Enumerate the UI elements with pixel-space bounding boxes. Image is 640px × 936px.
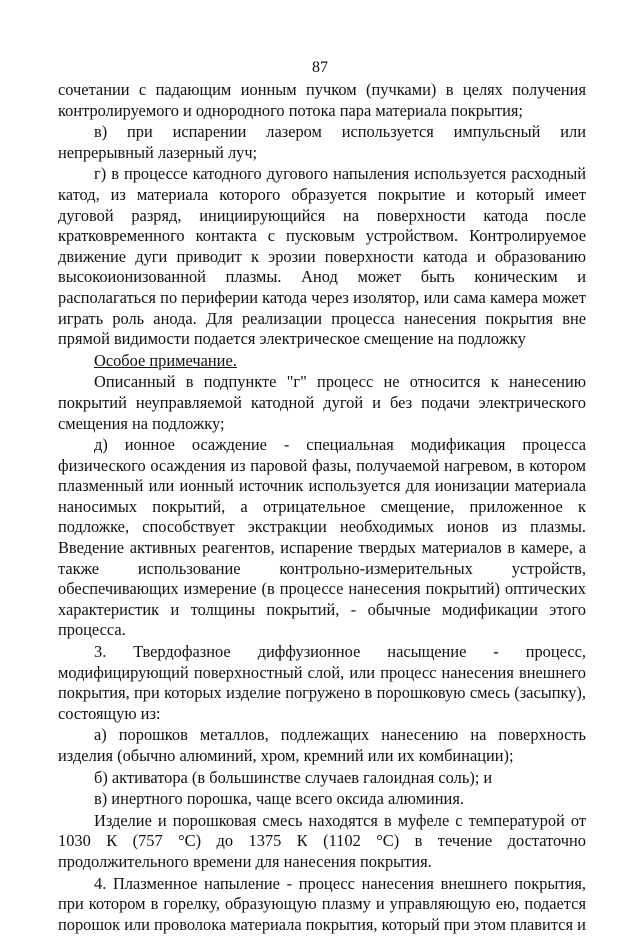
special-note-heading (58, 351, 586, 372)
paragraph-item-v-laser: в) при испарении лазером используется импульсный или непрерывный лазерный луч; (58, 122, 586, 162)
paragraph-special-note: Описанный в подпункте "г" процесс не относится к нанесению покрытий неуправляемой катодной дугой и без подачи электрического смещения на подложку; (58, 372, 586, 433)
page-number: 87 (312, 59, 328, 76)
paragraph-sub-b: б) активатора (в большинстве случаев галоидная соль); и (94, 767, 493, 787)
paragraph-sub-v: в) инертного порошка, чаще всего оксида алюминия. (94, 789, 464, 809)
paragraph-item-g-cathodic-arc: г) в процессе катодного дугового напыления используется расходный катод, из материала которого образуется покрытие и который имеет дуговой разряд, инициирующийся на поверхности катода после кратковременного контакта с пусковым устройством. Контролируемое движение дуги приводит к эрозии поверхности катода и образованию высокоионизованной плазмы. Анод может быть коническим и располагаться по периферии катода через изолятор, или сама камера может играть роль анода. Для реализации процесса нанесения покрытия вне прямой видимости подается электрическое смещение на подложку (58, 164, 586, 349)
special-note-heading-text: Особое примечание. (94, 350, 237, 370)
paragraph-retort-temperature: Изделие и порошковая смесь находятся в муфеле с температурой от 1030 К (757 °С) до 1375 К (1102 °С) в течение достаточно продолжительного времени для нанесения покрытия. (58, 810, 586, 871)
paragraph-continuation: сочетании с падающим ионным пучком (пучками) в целях получения контролируемого и однородного потока пара материала покрытия; (58, 80, 586, 120)
paragraph-item-4-plasma-spraying: 4. Плазменное напыление - процесс нанесения внешнего покрытия, при котором в горелку, образующую плазму и управляющую ею, подается порошок или проволока материала покрытия, который при этом плавится и (58, 873, 586, 934)
paragraph-item-3-pack-cementation: 3. Твердофазное диффузионное насыщение - процесс, модифицирующий поверхностный слой, или процесс нанесения внешнего покрытия, при которых изделие погружено в порошковую смесь (засыпку), состоящую из: (58, 642, 586, 723)
paragraph-item-d-ion-plating: д) ионное осаждение - специальная модификация процесса физического осаждения из паровой фазы, получаемой нагревом, в котором плазменный или ионный источник используется для ионизации материала наносимых покрытий, а отрицательное смещение, приложенное к подложке, способствует экстракции необходимых ионов из плазмы. Введение активных реагентов, испарение твердых материалов в камере, а также использование контрольно-измерительных устройств, обеспечивающих измерение (в процессе нанесения покрытий) оптических характеристик и толщины покрытий, - обычные модификации этого процесса. (58, 435, 586, 640)
page-body (58, 80, 586, 936)
paragraph-sub-a: а) порошков металлов, подлежащих нанесению на поверхность изделия (обычно алюминий, хром, кремний или их комбинации); (58, 725, 586, 765)
